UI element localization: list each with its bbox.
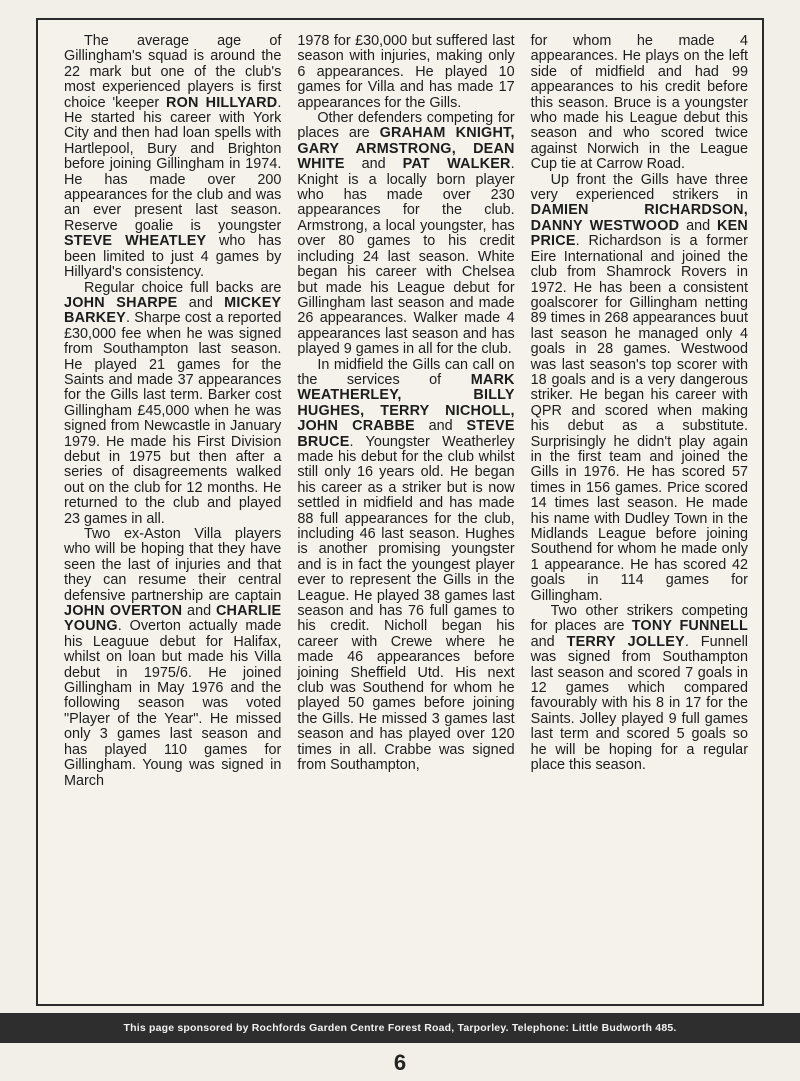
article-paragraph bbox=[531, 604, 748, 773]
player-name: TONY FUNNELL bbox=[631, 618, 748, 635]
player-name: MICKEY BARKEY bbox=[64, 294, 282, 327]
article-frame bbox=[36, 18, 764, 1006]
paragraph-text: 1978 for £30,000 but suffered last season with injuries, making only 6 appearances. He played 10 games for Villa and has made 17 appearances for the Gills. bbox=[297, 33, 515, 111]
paragraph-text: Up front the Gills have three very experienced strikers in bbox=[530, 171, 748, 204]
article-paragraph bbox=[531, 34, 748, 173]
article-columns bbox=[64, 34, 748, 996]
paragraph-text: . Overton actually made his Leaguue debut for Halifax, whilst on loan but made his Villa debut in 1975/6. He joined Gillingham in May 1976 and the following season was voted "Player of the Year". He missed only 3 games last season and has played 110 games for Gillingham. Young was signed in March bbox=[64, 618, 282, 789]
player-name: GRAHAM KNIGHT, GARY ARMSTRONG, DEAN WHITE bbox=[297, 125, 515, 173]
paragraph-text: and bbox=[344, 156, 403, 173]
player-name: MARK WEATHERLEY, BILLY HUGHES, TERRY NICHOLL, JOHN CRABBE bbox=[297, 371, 515, 435]
player-name: DAMIEN RICHARDSON, DANNY WESTWOOD bbox=[530, 202, 748, 234]
paragraph-text: for whom he made 4 appearances. He plays on the left side of midfield and had 99 appearances to his credit before this season. Bruce is a youngster who made his League debut this season and who scored twice against Norwich in the League Cup tie at Carrow Road. bbox=[530, 33, 748, 173]
article-paragraph bbox=[64, 281, 281, 528]
paragraph-text: who has been limited to just 4 games by Hillyard's consistency. bbox=[64, 233, 282, 281]
paragraph-text: Other defenders competing for places are bbox=[297, 110, 515, 142]
paragraph-text: . He started his career with York City and then had loan spells with Hartlepool, Bury and Brighton before joining Gillingham in 1974. He has made over 200 appearances for the club and was an ever present last season. Reserve goalie is youngster bbox=[64, 94, 282, 234]
paragraph-text: . Richardson is a former Eire International and joined the club from Shamrock Rovers in 1972. He has been a consistent goalscorer for Gillingham netting 89 times in 268 appearances buut last season he managed only 4 goals in 28 games. Westwood was last season's top scorer with 18 goals and is a very dangerous striker. He began his career with QPR and scored when making his debut as a substitute. Surprisingly he didn't play again in the first team and joined the Gills in 1976. He has scored 57 times in 156 games. Price scored 14 times last season. He made his name with Dudley Town in the Midlands League before joining Southend for whom he made only 1 appearance. He has scored 42 goals in 114 games for Gillingham. bbox=[530, 233, 748, 604]
paragraph-text: . Sharpe cost a reported £30,000 fee when he was signed from Southampton last season. He played 21 games for the Saints and made 37 appearances for the Gills last term. Barker cost Gillingham £45,000 when he was signed from Newcastle in January 1979. He made his First Division debut in 1975 but then after a series of disagreements walked out on the club for 12 months. He returned to the club and played 23 games in all. bbox=[64, 310, 282, 527]
column-1 bbox=[64, 34, 281, 996]
article-paragraph bbox=[531, 173, 748, 604]
paragraph-text: Two ex-Aston Villa players who will be hoping that they have seen the last of injuries and that they can resume their central defensive partnership are captain bbox=[64, 526, 282, 604]
paragraph-text: and bbox=[679, 217, 718, 234]
paragraph-text: In midfield the Gills can call on the services of bbox=[297, 356, 515, 388]
paragraph-text: and bbox=[530, 633, 567, 650]
paragraph-text: The average age of Gillingham's squad is around the 22 mark but one of the club's most experienced players is first choice 'keeper bbox=[64, 33, 282, 111]
article-paragraph bbox=[64, 527, 281, 789]
column-2 bbox=[297, 34, 514, 996]
player-name: JOHN OVERTON bbox=[64, 603, 183, 620]
paragraph-text: . Youngster Weatherley made his debut for the club whilst still only 16 years old. He began his career as a striker but is now settled in midfield and has made 88 full appearances for the club, including 46 last season. Hughes is another promising youngster and is in fact the youngest player ever to represent the Gills in the League. He played 38 games last season and has 76 full games to his credit. Nicholl began his career with Crewe where he made 46 appearances before joining Sheffield Utd. His next club was Southend for whom he played 50 games before joining the Gills. He missed 3 games last season and has played over 120 times in all. Crabbe was signed from Southampton, bbox=[297, 433, 515, 774]
column-3 bbox=[531, 34, 748, 996]
page-number: 6 bbox=[393, 1050, 407, 1075]
paragraph-text: Regular choice full backs are bbox=[84, 279, 282, 296]
paragraph-text: and bbox=[182, 603, 216, 620]
player-name: STEVE WHEATLEY bbox=[64, 233, 207, 250]
player-name: TERRY JOLLEY bbox=[566, 633, 685, 650]
sponsor-text: This page sponsored by Rochfords Garden Centre Forest Road, Tarporley. Telephone: Little Budworth 485. bbox=[123, 1022, 677, 1034]
paragraph-text: and bbox=[414, 418, 467, 435]
paragraph-text: Two other strikers competing for places are bbox=[530, 603, 748, 635]
player-name: PAT WALKER bbox=[402, 156, 511, 173]
article-paragraph bbox=[297, 358, 514, 774]
paragraph-text: and bbox=[177, 294, 225, 311]
player-name: STEVE BRUCE bbox=[297, 418, 515, 450]
player-name: KEN PRICE bbox=[530, 217, 748, 250]
player-name: JOHN SHARPE bbox=[64, 294, 178, 311]
player-name: RON HILLYARD bbox=[166, 94, 278, 111]
article-paragraph bbox=[297, 111, 514, 358]
paragraph-text: . Knight is a locally born player who has made over 230 appearances for the club. Armstrong, a local youngster, has over 80 games to his credit including 24 last season. White began his career with Chelsea but made his League debut for Gillingham last season and made 26 appearances. Walker made 4 appearances last season and has played 9 games in all for the club. bbox=[297, 156, 515, 358]
article-paragraph bbox=[297, 34, 514, 111]
article-paragraph bbox=[64, 34, 281, 281]
sponsor-banner bbox=[0, 1013, 800, 1043]
player-name: CHARLIE YOUNG bbox=[64, 603, 282, 635]
paragraph-text: . Funnell was signed from Southampton last season and scored 7 goals in 12 games which compared favourably with his 8 in 17 for the Saints. Jolley played 9 full games last term and scored 5 goals so he will be hoping for a regular place this season. bbox=[530, 633, 748, 774]
